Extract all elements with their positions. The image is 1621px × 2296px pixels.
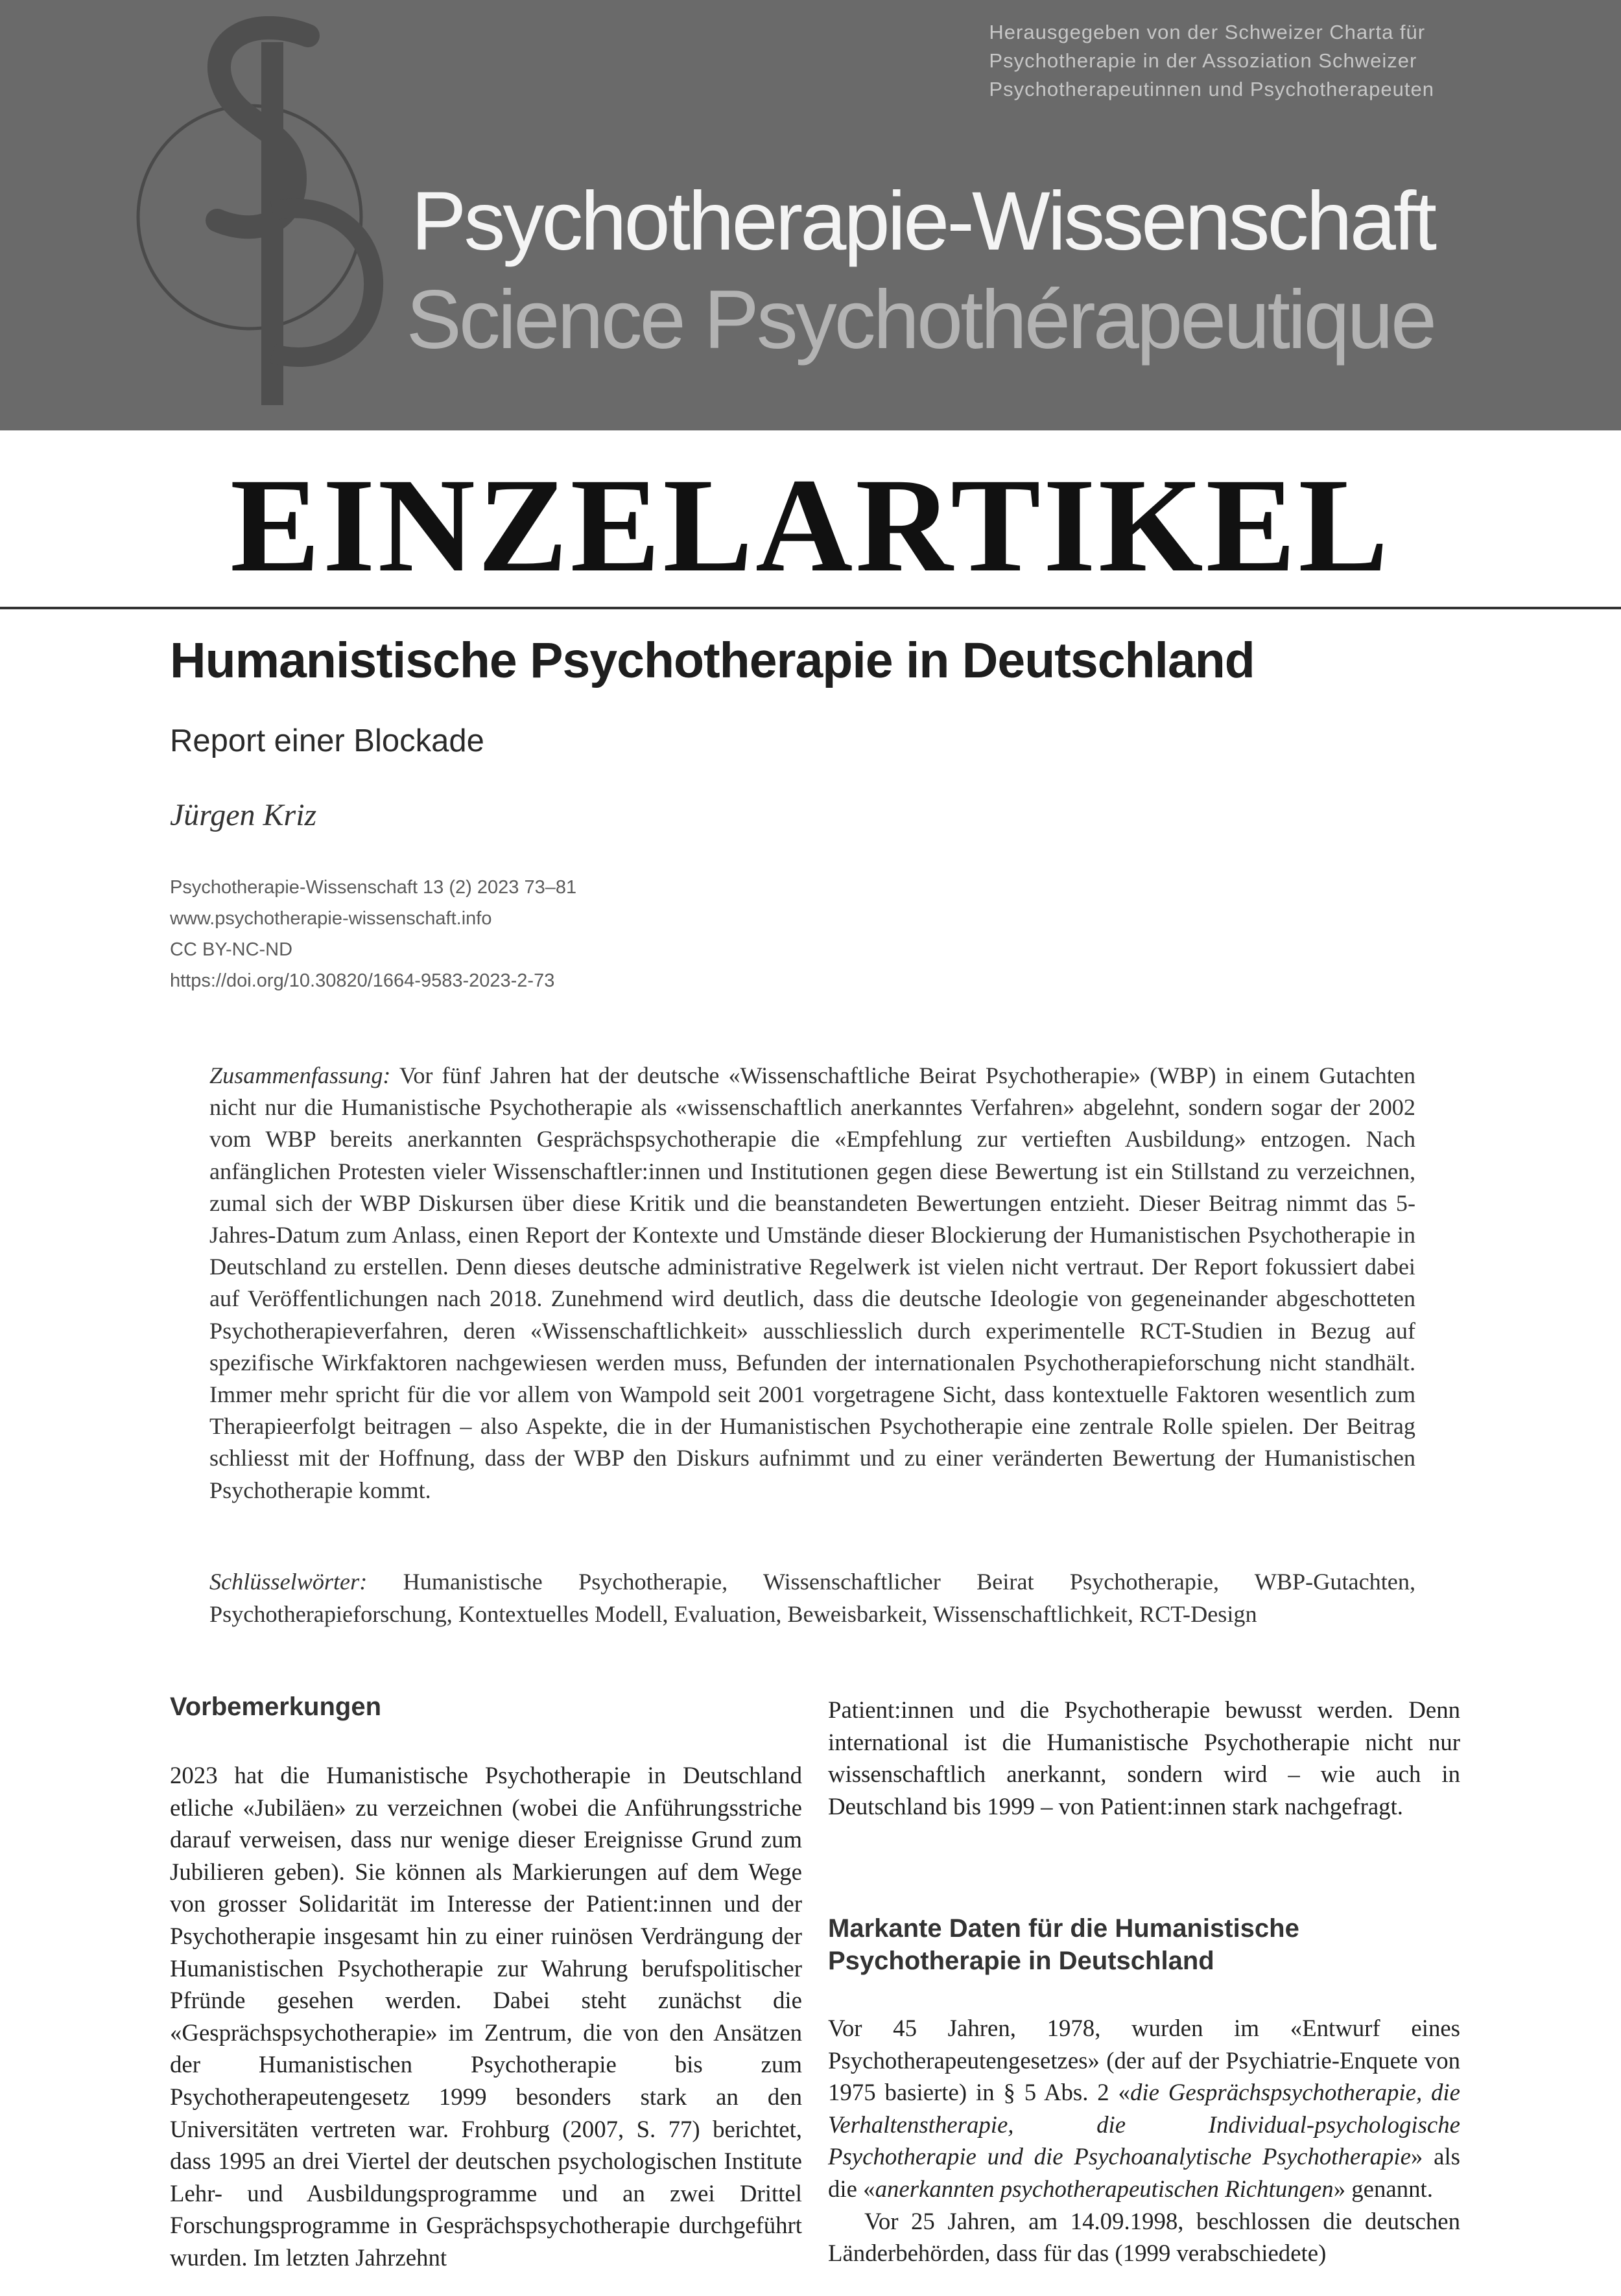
license: CC BY-NC-ND	[170, 939, 293, 960]
publisher-statement	[989, 18, 1434, 104]
doi-link[interactable]: https://doi.org/10.30820/1664-9583-2023-2-73	[170, 970, 555, 991]
publisher-line: Psychotherapeutinnen und Psychotherapeuten	[989, 78, 1434, 100]
abstract	[209, 1060, 1415, 1506]
website-link[interactable]: www.psychotherapie-wissenschaft.info	[170, 908, 492, 929]
keywords-text: Humanistische Psychotherapie, Wissenschaftlicher Beirat Psychotherapie, WBP-Gutachten, Psychotherapieforschung, Kontextuelles Modell, Evaluation, Beweisbarkeit, Wissenschaftlichkeit, RCT-Design	[209, 1569, 1415, 1627]
journal-title-german: Psychotherapie-Wissenschaft	[410, 175, 1434, 268]
journal-logo	[133, 16, 418, 418]
section-heading-vorbemerkungen: Vorbemerkungen	[170, 1693, 381, 1721]
journal-banner	[0, 0, 1621, 430]
article-title: Humanistische Psychotherapie in Deutschland	[170, 633, 1255, 688]
paragraph: Vor 45 Jahren, 1978, wurden im «Entwurf eines Psychotherapeutengesetzes» (der auf der Psychiatrie-Enquete von 1975 basierte) in § 5 Abs. 2 «die Gesprächspsychotherapie, die Verhaltenstherapie, die Individual-psychologische Psychotherapie und die Psychoanalytische Psychotherapie» als die «anerkannten psychotherapeutischen Richtungen» genannt.	[828, 2015, 1460, 2202]
citation: Psychotherapie-Wissenschaft 13 (2) 2023 73–81	[170, 877, 577, 898]
article-type-banner: EINZELARTIKEL	[230, 451, 1391, 600]
article-subtitle: Report einer Blockade	[170, 723, 484, 758]
journal-title-french: Science Psychothérapeutique	[406, 274, 1434, 366]
body-column-right	[828, 2012, 1460, 2269]
abstract-label: Zusammenfassung:	[209, 1062, 391, 1088]
publisher-line: Psychotherapie in der Assoziation Schweizer	[989, 49, 1417, 72]
body-column-right-intro: Patient:innen und die Psychotherapie bewusst werden. Denn international ist die Humanistische Psychotherapie nicht nur wissenschaftlich anerkannt, sondern wird – wie auch in Deutschland bis 1999 – von Patient:innen stark nachgefragt.	[828, 1696, 1460, 1820]
abstract-text: Vor fünf Jahren hat der deutsche «Wissenschaftliche Beirat Psychotherapie» (WBP) in einem Gutachten nicht nur die Humanistische Psychotherapie als «wissenschaftlich anerkanntes Verfahren» abgelehnt, sondern sogar der 2002 vom WBP bereits anerkannten Gesprächspsychotherapie die «Empfehlung zur vertieften Ausbildung» entzogen. Nach anfänglichen Protesten vieler Wissenschaftler:innen und Institutionen gegen diese Bewertung ist ein Stillstand zu verzeichnen, zumal sich der WBP Diskursen über diese Kritik und die beanstandeten Bewertungen entzieht. Dieser Beitrag nimmt das 5-Jahres-Datum zum Anlass, einen Report der Kontexte und Umstände dieser Blockierung der Humanistischen Psychotherapie in Deutschland zu erstellen. Denn dieses deutsche administrative Regelwerk ist vielen nicht vertraut. Der Report fokussiert dabei auf Veröffentlichungen nach 2018. Zunehmend wird deutlich, dass die deutsche Ideologie von gegeneinander abgeschotteten Psychotherapieverfahren, deren «Wissenschaftlichkeit» ausschliesslich durch experimentelle RCT-Studien in Bezug auf spezifische Wirkfaktoren nachgewiesen werden muss, Befunden der internationalen Psychotherapieforschung nicht standhält. Immer mehr spricht für die vor allem von Wampold seit 2001 vorgetragene Sicht, dass kontextuelle Faktoren wesentlich zum Therapieerfolgt beitragen – also Aspekte, die in der Humanistischen Psychotherapie eine zentrale Rolle spielen. Der Beitrag schliesst mit der Hoffnung, dass der WBP den Diskurs aufnimmt und zu einer veränderten Bewertung der Humanistischen Psychotherapie kommt.	[209, 1062, 1415, 1503]
paragraph: Vor 25 Jahren, am 14.09.1998, beschlossen die deutschen Länderbehörden, dass für das (1999 verabschiedete)	[828, 2207, 1460, 2267]
article-author: Jürgen Kriz	[170, 798, 317, 832]
header-divider	[0, 607, 1621, 609]
article-metadata	[170, 872, 576, 996]
body-column-left: 2023 hat die Humanistische Psychotherapie in Deutschland etliche «Jubiläen» zu verzeichnen (wobei die Anführungsstriche darauf verweisen, dass nur wenige dieser Ereignisse Grund zum Jubilieren geben). Sie können als Markierungen auf dem Wege von grosser Solidarität im Interesse der Patient:innen und der Psychotherapie insgesamt hin zu einer ruinösen Verdrängung der Humanistischen Psychotherapie zur Wahrung berufspolitischer Pfründe gesehen werden. Dabei steht zunächst die «Gesprächspsychotherapie» im Zentrum, die von den Ansätzen der Humanistischen Psychotherapie bis zum Psychotherapeutengesetz 1999 besonders stark an den Universitäten vertreten war. Frohburg (2007, S. 77) berichtet, dass 1995 an drei Viertel der deutschen psychologischen Institute Lehr- und Ausbildungsprogramme und an zwei Drittel Forschungsprogramme in Gesprächspsychotherapie durchgeführt wurden. Im letzten Jahrzehnt	[170, 1762, 802, 2271]
publisher-line: Herausgegeben von der Schweizer Charta für	[989, 21, 1426, 43]
keywords	[209, 1565, 1415, 1630]
keywords-label: Schlüsselwörter:	[209, 1569, 368, 1595]
section-heading-markante-daten: Markante Daten für die Humanistische Psychotherapie in Deutschland	[828, 1914, 1299, 1975]
